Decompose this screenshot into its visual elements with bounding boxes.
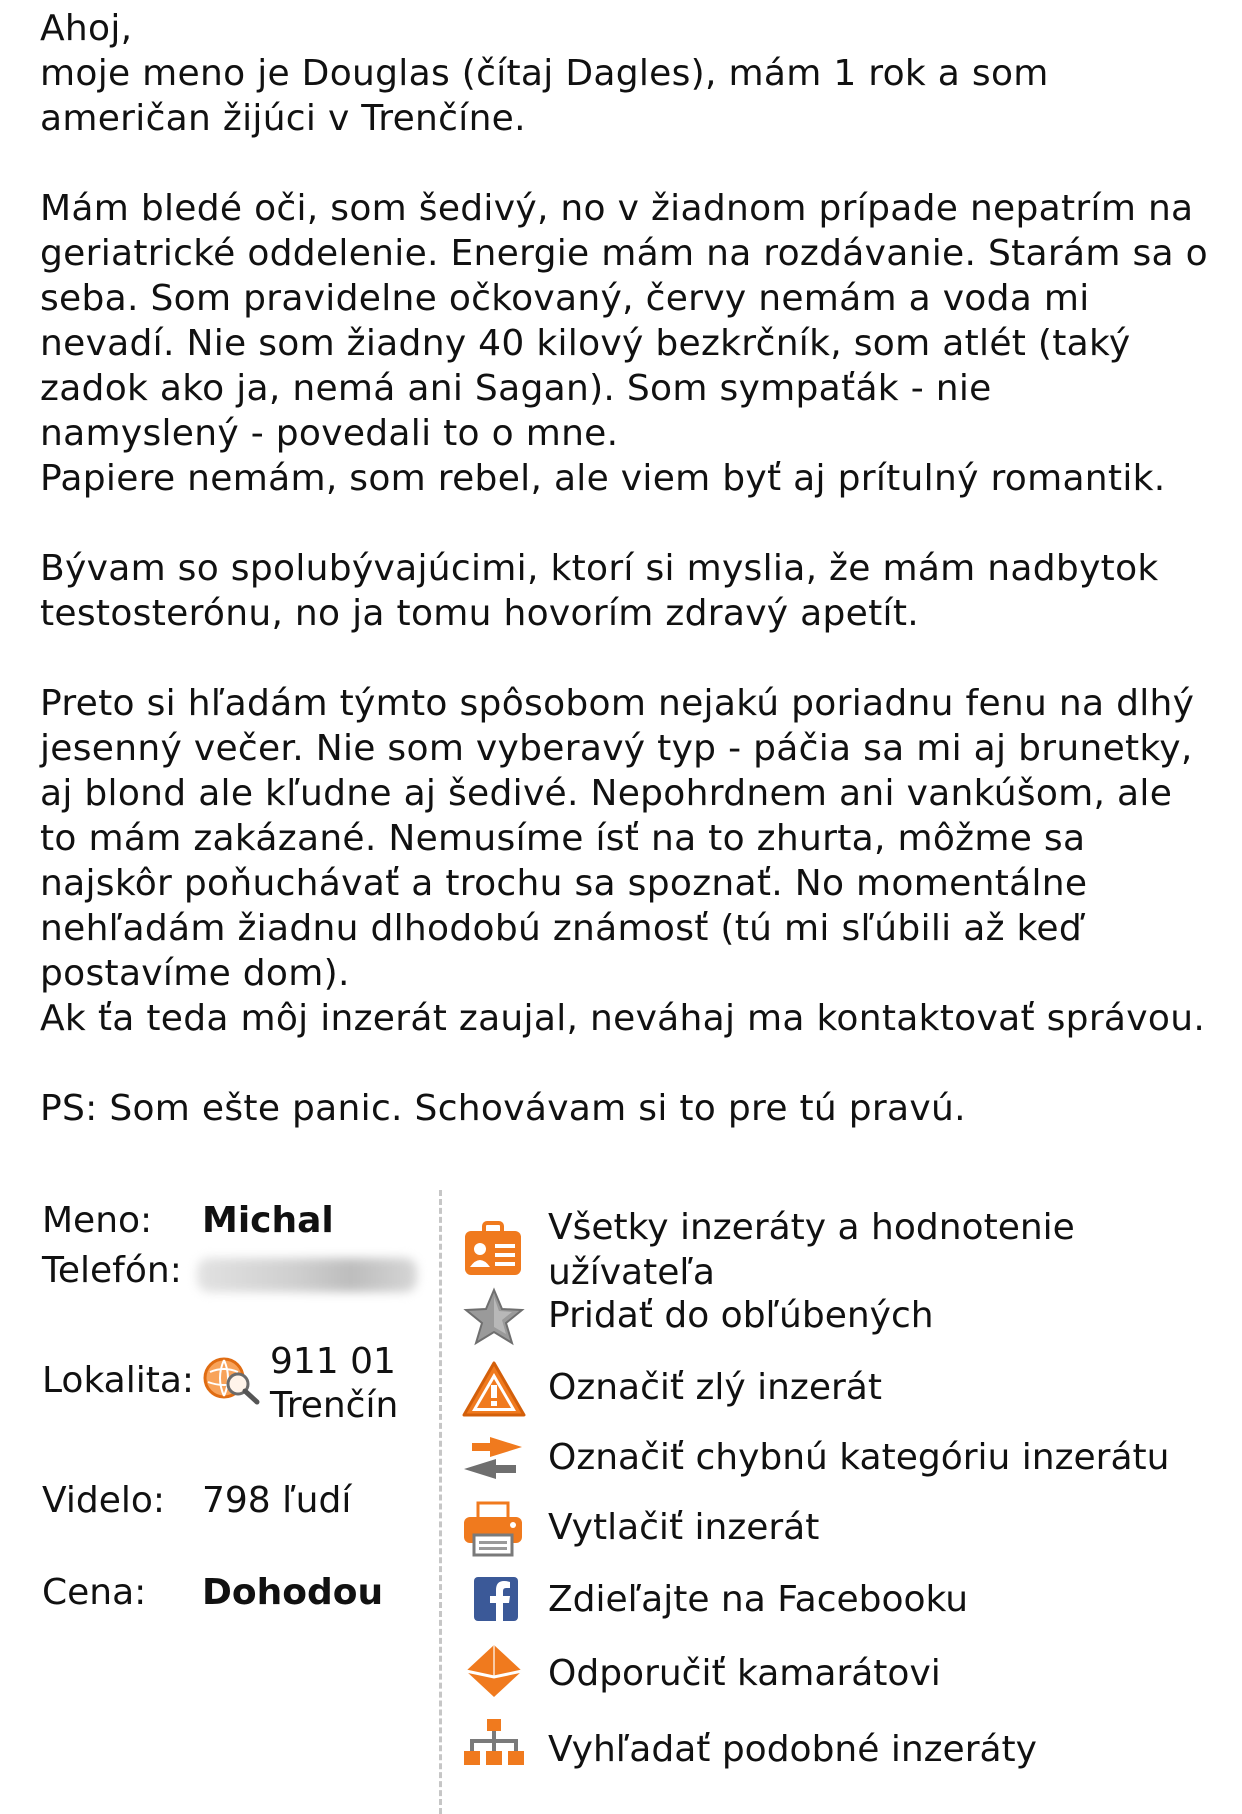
name-value: Michal: [202, 1200, 334, 1241]
description-line: namyslený - povedali to o mne.: [40, 413, 619, 454]
action-label[interactable]: Označiť zlý inzerát: [548, 1367, 882, 1408]
ad-description: [40, 6, 1220, 1131]
description-line: Ak ťa teda môj inzerát zaujal, neváhaj ma kontaktovať správou.: [40, 998, 1206, 1039]
location-label: Lokalita:: [42, 1360, 195, 1401]
phone-number-blurred[interactable]: [197, 1258, 417, 1292]
description-line: Ahoj,: [40, 8, 133, 49]
description-paragraph-5: [40, 1086, 1220, 1131]
swap-arrows-icon: [460, 1429, 530, 1491]
column-divider: [439, 1190, 442, 1814]
location-city: Trenčín: [270, 1385, 399, 1426]
description-line: moje meno je Douglas (čítaj Dagles), mám 1 rok a som: [40, 53, 1049, 94]
facebook-icon: [460, 1569, 530, 1631]
action-label-line: užívateľa: [548, 1252, 715, 1293]
description-line: nevadí. Nie som žiadny 40 kilový bezkrčník, som atlét (taký: [40, 323, 1131, 364]
description-line: najskôr poňuchávať a trochu sa spoznať. No momentálne: [40, 863, 1088, 904]
action-label[interactable]: Pridať do obľúbených: [548, 1295, 934, 1336]
description-line: to mám zakázané. Nemusíme ísť na to zhurta, môžme sa: [40, 818, 1086, 859]
description-line: testosterónu, no ja tomu hovorím zdravý apetít.: [40, 593, 919, 634]
description-line: geriatrické oddelenie. Energie mám na rozdávanie. Starám sa o: [40, 233, 1208, 274]
description-line: nehľadám žiadnu dlhodobú známosť (tú mi sľúbili až keď: [40, 908, 1082, 949]
action-label-line: Všetky inzeráty a hodnotenie: [548, 1207, 1075, 1248]
description-line: jesenný večer. Nie som vyberavý typ - páčia sa mi aj brunetky,: [40, 728, 1193, 769]
action-label[interactable]: Vyhľadať podobné inzeráty: [548, 1729, 1037, 1770]
action-label[interactable]: Odporučiť kamarátovi: [548, 1653, 941, 1694]
description-paragraph-4: [40, 681, 1220, 1041]
description-line: postavíme dom).: [40, 953, 350, 994]
action-label[interactable]: Označiť chybnú kategóriu inzerátu: [548, 1437, 1170, 1478]
warning-icon: [460, 1359, 530, 1421]
description-line: PS: Som ešte panic. Schovávam si to pre tú pravú.: [40, 1088, 966, 1129]
description-line: Bývam so spolubývajúcimi, ktorí si myslia, že mám nadbytok: [40, 548, 1159, 589]
views-value: 798 ľudí: [202, 1480, 352, 1521]
action-label[interactable]: [548, 1205, 1075, 1295]
description-paragraph-2: [40, 186, 1220, 501]
envelope-icon: [460, 1641, 530, 1703]
description-line: Mám bledé oči, som šedivý, no v žiadnom prípade nepatrím na: [40, 188, 1194, 229]
location-row: [42, 1340, 422, 1430]
description-line: seba. Som pravidelne očkovaný, červy nemám a voda mi: [40, 278, 1090, 319]
location-value[interactable]: [270, 1340, 398, 1428]
user-ads-icon: [460, 1217, 530, 1279]
sitemap-icon: [460, 1715, 530, 1777]
description-paragraph-1: [40, 6, 1220, 141]
printer-icon: [460, 1499, 530, 1561]
price-value: Dohodou: [202, 1572, 384, 1613]
description-line: Preto si hľadám týmto spôsobom nejakú poriadnu fenu na dlhý: [40, 683, 1195, 724]
description-line: Papiere nemám, som rebel, ale viem byť aj prítulný romantik.: [40, 458, 1166, 499]
price-label: Cena:: [42, 1572, 147, 1613]
star-icon: [460, 1287, 530, 1349]
views-label: Videlo:: [42, 1480, 165, 1521]
action-label[interactable]: Vytlačiť inzerát: [548, 1507, 820, 1548]
name-label: Meno:: [42, 1200, 153, 1241]
phone-label: Telefón:: [42, 1250, 182, 1291]
location-zip: 911 01: [270, 1341, 396, 1382]
action-label[interactable]: Zdieľajte na Facebooku: [548, 1579, 969, 1620]
description-line: aj blond ale kľudne aj šedivé. Nepohrdnem ani vankúšom, ale: [40, 773, 1173, 814]
description-line: američan žijúci v Trenčíne.: [40, 98, 526, 139]
description-paragraph-3: [40, 546, 1220, 636]
map-search-icon[interactable]: [202, 1352, 264, 1406]
description-line: zadok ako ja, nemá ani Sagan). Som sympaťák - nie: [40, 368, 992, 409]
